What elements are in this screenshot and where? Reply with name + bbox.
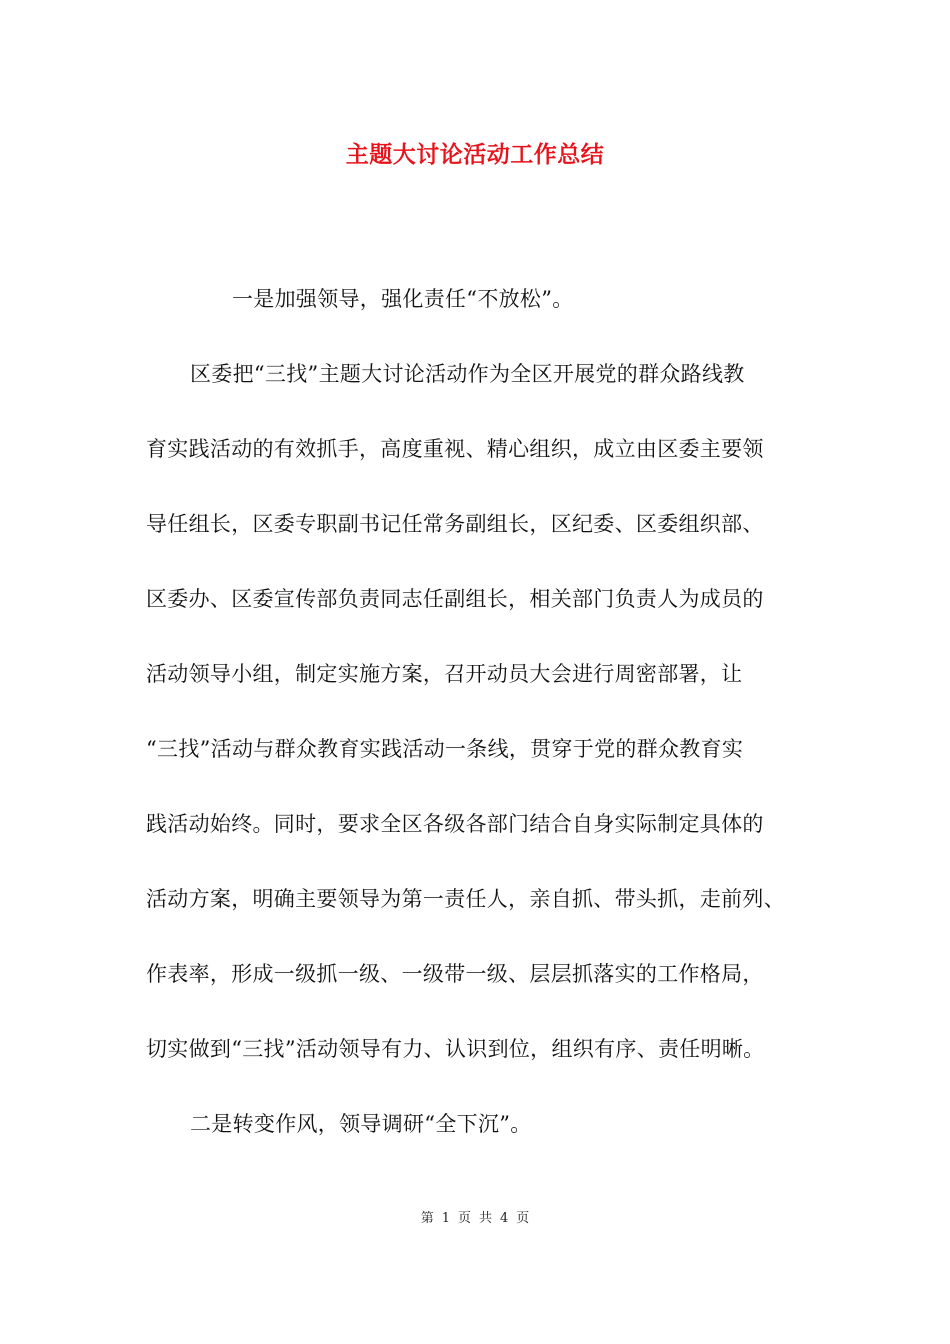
page-footer bbox=[0, 1207, 950, 1226]
paragraph-line: 育实践活动的有效抓手，高度重视、精心组织，成立由区委主要领 bbox=[146, 437, 764, 461]
footer-total-pages: 4 bbox=[500, 1211, 509, 1226]
footer-page-word: 页 bbox=[457, 1211, 471, 1226]
paragraph-line: 二是转变作风，领导调研“全下沉”。 bbox=[190, 1112, 532, 1136]
paragraph-line: “三找”活动与群众教育实践活动一条线，贯穿于党的群众教育实 bbox=[146, 737, 744, 761]
paragraph-line: 活动方案，明确主要领导为第一责任人，亲自抓、带头抓，走前列、 bbox=[146, 887, 785, 911]
footer-suffix: 页 bbox=[516, 1211, 530, 1226]
paragraph-line: 一是加强领导，强化责任“不放松”。 bbox=[232, 287, 574, 311]
paragraph-line: 作表率，形成一级抓一级、一级带一级、层层抓落实的工作格局， bbox=[146, 962, 764, 986]
paragraph-line: 践活动始终。同时，要求全区各级各部门结合自身实际制定具体的 bbox=[146, 812, 764, 836]
document-title: 主题大讨论活动工作总结 bbox=[345, 141, 605, 168]
paragraph-line: 导任组长，区委专职副书记任常务副组长，区纪委、区委组织部、 bbox=[146, 512, 764, 536]
paragraph-line: 活动领导小组，制定实施方案，召开动员大会进行周密部署，让 bbox=[146, 662, 743, 686]
paragraph-line: 切实做到“三找”活动领导有力、认识到位，组织有序、责任明晰。 bbox=[146, 1037, 765, 1061]
paragraph-line: 区委把“三找”主题大讨论活动作为全区开展党的群众路线教 bbox=[190, 362, 745, 386]
footer-prefix: 第 bbox=[420, 1211, 434, 1226]
footer-page-number: 1 bbox=[441, 1211, 450, 1226]
paragraph-line: 区委办、区委宣传部负责同志任副组长，相关部门负责人为成员的 bbox=[146, 587, 764, 611]
footer-total-word: 共 bbox=[479, 1211, 493, 1226]
